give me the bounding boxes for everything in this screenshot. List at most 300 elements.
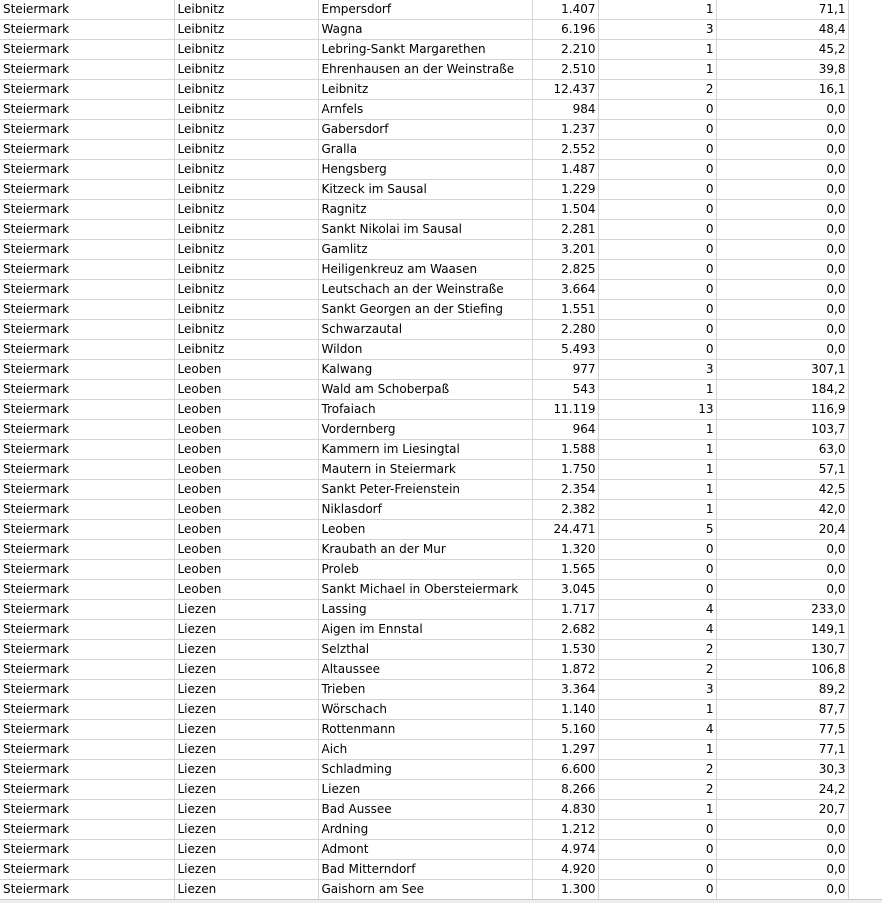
municipality-cell[interactable]: Ardning	[318, 820, 532, 840]
cases-cell[interactable]: 0	[598, 240, 716, 260]
population-cell[interactable]: 1.588	[532, 440, 598, 460]
population-cell[interactable]: 3.364	[532, 680, 598, 700]
municipality-cell[interactable]: Gaishorn am See	[318, 880, 532, 900]
district-cell[interactable]: Leibnitz	[174, 320, 318, 340]
district-cell[interactable]: Leibnitz	[174, 260, 318, 280]
state-cell[interactable]: Steiermark	[0, 720, 174, 740]
state-cell[interactable]: Steiermark	[0, 320, 174, 340]
table-row	[0, 120, 848, 140]
cases-cell[interactable]: 2	[598, 780, 716, 800]
municipality-cell[interactable]: Sankt Georgen an der Stiefing	[318, 300, 532, 320]
state-cell[interactable]: Steiermark	[0, 660, 174, 680]
state-cell[interactable]: Steiermark	[0, 620, 174, 640]
district-cell[interactable]: Leibnitz	[174, 300, 318, 320]
incidence-cell[interactable]: 130,7	[716, 640, 848, 660]
municipality-cell[interactable]: Leutschach an der Weinstraße	[318, 280, 532, 300]
table-row	[0, 180, 848, 200]
population-cell[interactable]: 6.600	[532, 760, 598, 780]
district-cell[interactable]: Liezen	[174, 680, 318, 700]
state-cell[interactable]: Steiermark	[0, 780, 174, 800]
municipality-cell[interactable]: Schwarzautal	[318, 320, 532, 340]
state-cell[interactable]: Steiermark	[0, 420, 174, 440]
incidence-cell[interactable]: 0,0	[716, 320, 848, 340]
municipality-cell[interactable]: Aich	[318, 740, 532, 760]
population-cell[interactable]: 1.140	[532, 700, 598, 720]
municipality-cell[interactable]: Niklasdorf	[318, 500, 532, 520]
table-row	[0, 480, 848, 500]
state-cell[interactable]: Steiermark	[0, 20, 174, 40]
cases-cell[interactable]: 1	[598, 480, 716, 500]
cases-cell[interactable]: 2	[598, 640, 716, 660]
state-cell[interactable]: Steiermark	[0, 400, 174, 420]
population-cell[interactable]: 1.320	[532, 540, 598, 560]
municipality-cell[interactable]: Wagna	[318, 20, 532, 40]
state-cell[interactable]: Steiermark	[0, 520, 174, 540]
cases-cell[interactable]: 1	[598, 440, 716, 460]
population-cell[interactable]: 4.974	[532, 840, 598, 860]
table-row	[0, 140, 848, 160]
table-row	[0, 300, 848, 320]
district-cell[interactable]: Liezen	[174, 880, 318, 900]
incidence-cell[interactable]: 307,1	[716, 360, 848, 380]
incidence-cell[interactable]: 0,0	[716, 340, 848, 360]
incidence-cell[interactable]: 116,9	[716, 400, 848, 420]
table-row	[0, 460, 848, 480]
population-cell[interactable]: 2.825	[532, 260, 598, 280]
state-cell[interactable]: Steiermark	[0, 880, 174, 900]
cases-cell[interactable]: 0	[598, 300, 716, 320]
population-cell[interactable]: 2.210	[532, 40, 598, 60]
district-cell[interactable]: Liezen	[174, 760, 318, 780]
district-cell[interactable]: Leibnitz	[174, 200, 318, 220]
district-cell[interactable]: Liezen	[174, 800, 318, 820]
table-row	[0, 240, 848, 260]
municipality-cell[interactable]: Vordernberg	[318, 420, 532, 440]
incidence-cell[interactable]: 42,0	[716, 500, 848, 520]
district-cell[interactable]: Leoben	[174, 580, 318, 600]
incidence-cell[interactable]: 0,0	[716, 260, 848, 280]
municipality-cell[interactable]: Leibnitz	[318, 80, 532, 100]
incidence-cell[interactable]: 0,0	[716, 120, 848, 140]
population-cell[interactable]: 964	[532, 420, 598, 440]
table-row	[0, 600, 848, 620]
population-cell[interactable]: 4.830	[532, 800, 598, 820]
incidence-cell[interactable]: 20,4	[716, 520, 848, 540]
sheet-bottom-edge	[0, 899, 882, 903]
population-cell[interactable]: 1.504	[532, 200, 598, 220]
state-cell[interactable]: Steiermark	[0, 640, 174, 660]
municipality-cell[interactable]: Lassing	[318, 600, 532, 620]
state-cell[interactable]: Steiermark	[0, 800, 174, 820]
district-cell[interactable]: Leibnitz	[174, 100, 318, 120]
incidence-cell[interactable]: 77,5	[716, 720, 848, 740]
district-cell[interactable]: Leoben	[174, 420, 318, 440]
incidence-cell[interactable]: 0,0	[716, 300, 848, 320]
municipality-cell[interactable]: Lebring-Sankt Margarethen	[318, 40, 532, 60]
district-cell[interactable]: Leibnitz	[174, 220, 318, 240]
population-cell[interactable]: 1.530	[532, 640, 598, 660]
cases-cell[interactable]: 1	[598, 700, 716, 720]
incidence-cell[interactable]: 106,8	[716, 660, 848, 680]
cases-cell[interactable]: 0	[598, 840, 716, 860]
table-row	[0, 700, 848, 720]
district-cell[interactable]: Liezen	[174, 640, 318, 660]
population-cell[interactable]: 2.354	[532, 480, 598, 500]
cases-cell[interactable]: 3	[598, 360, 716, 380]
population-cell[interactable]: 1.300	[532, 880, 598, 900]
table-row	[0, 680, 848, 700]
cases-cell[interactable]: 1	[598, 380, 716, 400]
population-cell[interactable]: 984	[532, 100, 598, 120]
cases-cell[interactable]: 0	[598, 860, 716, 880]
incidence-cell[interactable]: 0,0	[716, 280, 848, 300]
population-cell[interactable]: 3.201	[532, 240, 598, 260]
state-cell[interactable]: Steiermark	[0, 180, 174, 200]
table-row	[0, 560, 848, 580]
municipality-cell[interactable]: Empersdorf	[318, 0, 532, 20]
district-cell[interactable]: Leoben	[174, 560, 318, 580]
district-cell[interactable]: Leoben	[174, 540, 318, 560]
incidence-cell[interactable]: 57,1	[716, 460, 848, 480]
cases-cell[interactable]: 1	[598, 740, 716, 760]
district-cell[interactable]: Leoben	[174, 380, 318, 400]
cases-cell[interactable]: 3	[598, 680, 716, 700]
incidence-cell[interactable]: 0,0	[716, 180, 848, 200]
state-cell[interactable]: Steiermark	[0, 160, 174, 180]
district-cell[interactable]: Leibnitz	[174, 180, 318, 200]
cases-cell[interactable]: 1	[598, 800, 716, 820]
population-cell[interactable]: 12.437	[532, 80, 598, 100]
state-cell[interactable]: Steiermark	[0, 820, 174, 840]
district-cell[interactable]: Liezen	[174, 600, 318, 620]
table-row	[0, 220, 848, 240]
municipality-cell[interactable]: Gabersdorf	[318, 120, 532, 140]
cases-cell[interactable]: 0	[598, 200, 716, 220]
municipality-cell[interactable]: Selzthal	[318, 640, 532, 660]
population-cell[interactable]: 6.196	[532, 20, 598, 40]
table-row	[0, 820, 848, 840]
state-cell[interactable]: Steiermark	[0, 560, 174, 580]
population-cell[interactable]: 11.119	[532, 400, 598, 420]
incidence-cell[interactable]: 0,0	[716, 240, 848, 260]
cases-cell[interactable]: 0	[598, 560, 716, 580]
state-cell[interactable]: Steiermark	[0, 220, 174, 240]
table-row	[0, 720, 848, 740]
state-cell[interactable]: Steiermark	[0, 600, 174, 620]
cases-cell[interactable]: 5	[598, 520, 716, 540]
district-cell[interactable]: Liezen	[174, 660, 318, 680]
incidence-cell[interactable]: 0,0	[716, 540, 848, 560]
cases-cell[interactable]: 1	[598, 60, 716, 80]
district-cell[interactable]: Leibnitz	[174, 60, 318, 80]
incidence-cell[interactable]: 0,0	[716, 820, 848, 840]
municipality-cell[interactable]: Kammern im Liesingtal	[318, 440, 532, 460]
state-cell[interactable]: Steiermark	[0, 200, 174, 220]
incidence-cell[interactable]: 0,0	[716, 860, 848, 880]
population-cell[interactable]: 1.717	[532, 600, 598, 620]
population-cell[interactable]: 24.471	[532, 520, 598, 540]
municipality-cell[interactable]: Proleb	[318, 560, 532, 580]
municipality-cell[interactable]: Kraubath an der Mur	[318, 540, 532, 560]
municipality-cell[interactable]: Ehrenhausen an der Weinstraße	[318, 60, 532, 80]
municipality-cell[interactable]: Ragnitz	[318, 200, 532, 220]
incidence-cell[interactable]: 87,7	[716, 700, 848, 720]
state-cell[interactable]: Steiermark	[0, 120, 174, 140]
incidence-cell[interactable]: 233,0	[716, 600, 848, 620]
municipality-cell[interactable]: Admont	[318, 840, 532, 860]
population-cell[interactable]: 1.565	[532, 560, 598, 580]
incidence-cell[interactable]: 0,0	[716, 220, 848, 240]
table-row	[0, 640, 848, 660]
cases-cell[interactable]: 1	[598, 420, 716, 440]
district-cell[interactable]: Leibnitz	[174, 80, 318, 100]
state-cell[interactable]: Steiermark	[0, 440, 174, 460]
district-cell[interactable]: Leoben	[174, 520, 318, 540]
district-cell[interactable]: Leibnitz	[174, 160, 318, 180]
district-cell[interactable]: Liezen	[174, 620, 318, 640]
municipality-cell[interactable]: Wildon	[318, 340, 532, 360]
cases-cell[interactable]: 1	[598, 500, 716, 520]
incidence-cell[interactable]: 0,0	[716, 560, 848, 580]
cases-cell[interactable]: 0	[598, 120, 716, 140]
municipality-cell[interactable]: Sankt Peter-Freienstein	[318, 480, 532, 500]
municipality-cell[interactable]: Aigen im Ennstal	[318, 620, 532, 640]
municipality-cell[interactable]: Sankt Nikolai im Sausal	[318, 220, 532, 240]
cases-cell[interactable]: 0	[598, 180, 716, 200]
state-cell[interactable]: Steiermark	[0, 80, 174, 100]
state-cell[interactable]: Steiermark	[0, 300, 174, 320]
district-cell[interactable]: Liezen	[174, 700, 318, 720]
population-cell[interactable]: 1.212	[532, 820, 598, 840]
municipality-cell[interactable]: Gamlitz	[318, 240, 532, 260]
population-cell[interactable]: 4.920	[532, 860, 598, 880]
population-cell[interactable]: 543	[532, 380, 598, 400]
population-cell[interactable]: 3.045	[532, 580, 598, 600]
table-row	[0, 160, 848, 180]
municipality-cell[interactable]: Wald am Schoberpaß	[318, 380, 532, 400]
cases-cell[interactable]: 1	[598, 0, 716, 20]
table-row	[0, 620, 848, 640]
incidence-cell[interactable]: 39,8	[716, 60, 848, 80]
state-cell[interactable]: Steiermark	[0, 480, 174, 500]
table-row	[0, 660, 848, 680]
municipality-cell[interactable]: Hengsberg	[318, 160, 532, 180]
cases-cell[interactable]: 0	[598, 580, 716, 600]
cases-cell[interactable]: 1	[598, 40, 716, 60]
municipality-cell[interactable]: Mautern in Steiermark	[318, 460, 532, 480]
state-cell[interactable]: Steiermark	[0, 60, 174, 80]
cases-cell[interactable]: 0	[598, 320, 716, 340]
incidence-cell[interactable]: 184,2	[716, 380, 848, 400]
municipality-cell[interactable]: Schladming	[318, 760, 532, 780]
cases-cell[interactable]: 13	[598, 400, 716, 420]
population-cell[interactable]: 2.552	[532, 140, 598, 160]
state-cell[interactable]: Steiermark	[0, 700, 174, 720]
population-cell[interactable]: 2.280	[532, 320, 598, 340]
population-cell[interactable]: 2.382	[532, 500, 598, 520]
municipality-cell[interactable]: Arnfels	[318, 100, 532, 120]
population-cell[interactable]: 5.160	[532, 720, 598, 740]
cases-cell[interactable]: 4	[598, 620, 716, 640]
district-cell[interactable]: Liezen	[174, 820, 318, 840]
incidence-cell[interactable]: 0,0	[716, 160, 848, 180]
population-cell[interactable]: 1.551	[532, 300, 598, 320]
district-cell[interactable]: Leibnitz	[174, 340, 318, 360]
population-cell[interactable]: 2.281	[532, 220, 598, 240]
district-cell[interactable]: Leoben	[174, 400, 318, 420]
district-cell[interactable]: Leibnitz	[174, 280, 318, 300]
state-cell[interactable]: Steiermark	[0, 680, 174, 700]
cases-cell[interactable]: 4	[598, 720, 716, 740]
cases-cell[interactable]: 0	[598, 880, 716, 900]
incidence-cell[interactable]: 24,2	[716, 780, 848, 800]
table-row	[0, 80, 848, 100]
district-cell[interactable]: Leibnitz	[174, 120, 318, 140]
state-cell[interactable]: Steiermark	[0, 460, 174, 480]
cases-cell[interactable]: 0	[598, 140, 716, 160]
table-row	[0, 880, 848, 900]
municipality-cell[interactable]: Heiligenkreuz am Waasen	[318, 260, 532, 280]
table-row	[0, 800, 848, 820]
district-cell[interactable]: Leibnitz	[174, 240, 318, 260]
cases-cell[interactable]: 0	[598, 340, 716, 360]
population-cell[interactable]: 1.750	[532, 460, 598, 480]
district-cell[interactable]: Leoben	[174, 500, 318, 520]
population-cell[interactable]: 977	[532, 360, 598, 380]
population-cell[interactable]: 1.297	[532, 740, 598, 760]
district-cell[interactable]: Leoben	[174, 360, 318, 380]
municipality-cell[interactable]: Bad Aussee	[318, 800, 532, 820]
municipality-cell[interactable]: Leoben	[318, 520, 532, 540]
state-cell[interactable]: Steiermark	[0, 340, 174, 360]
municipality-cell[interactable]: Wörschach	[318, 700, 532, 720]
table-row	[0, 740, 848, 760]
municipality-cell[interactable]: Liezen	[318, 780, 532, 800]
cases-cell[interactable]: 0	[598, 260, 716, 280]
population-cell[interactable]: 1.237	[532, 120, 598, 140]
district-cell[interactable]: Leoben	[174, 460, 318, 480]
incidence-cell[interactable]: 0,0	[716, 140, 848, 160]
municipality-cell[interactable]: Gralla	[318, 140, 532, 160]
incidence-cell[interactable]: 0,0	[716, 840, 848, 860]
table-row	[0, 540, 848, 560]
district-cell[interactable]: Leibnitz	[174, 140, 318, 160]
state-cell[interactable]: Steiermark	[0, 140, 174, 160]
cases-cell[interactable]: 2	[598, 80, 716, 100]
state-cell[interactable]: Steiermark	[0, 500, 174, 520]
incidence-cell[interactable]: 149,1	[716, 620, 848, 640]
municipality-cell[interactable]: Bad Mitterndorf	[318, 860, 532, 880]
incidence-cell[interactable]: 77,1	[716, 740, 848, 760]
table-row	[0, 860, 848, 880]
population-cell[interactable]: 3.664	[532, 280, 598, 300]
incidence-cell[interactable]: 0,0	[716, 880, 848, 900]
municipality-cell[interactable]: Kalwang	[318, 360, 532, 380]
cases-cell[interactable]: 0	[598, 220, 716, 240]
cases-cell[interactable]: 2	[598, 760, 716, 780]
state-cell[interactable]: Steiermark	[0, 40, 174, 60]
incidence-cell[interactable]: 63,0	[716, 440, 848, 460]
state-cell[interactable]: Steiermark	[0, 0, 174, 20]
cases-cell[interactable]: 0	[598, 540, 716, 560]
municipality-cell[interactable]: Kitzeck im Sausal	[318, 180, 532, 200]
population-cell[interactable]: 1.229	[532, 180, 598, 200]
municipality-cell[interactable]: Rottenmann	[318, 720, 532, 740]
state-cell[interactable]: Steiermark	[0, 240, 174, 260]
population-cell[interactable]: 8.266	[532, 780, 598, 800]
district-cell[interactable]: Leibnitz	[174, 0, 318, 20]
incidence-cell[interactable]: 71,1	[716, 0, 848, 20]
population-cell[interactable]: 5.493	[532, 340, 598, 360]
district-cell[interactable]: Liezen	[174, 860, 318, 880]
table-row	[0, 200, 848, 220]
state-cell[interactable]: Steiermark	[0, 100, 174, 120]
table-row	[0, 420, 848, 440]
district-cell[interactable]: Leibnitz	[174, 40, 318, 60]
state-cell[interactable]: Steiermark	[0, 840, 174, 860]
district-cell[interactable]: Liezen	[174, 740, 318, 760]
state-cell[interactable]: Steiermark	[0, 280, 174, 300]
incidence-cell[interactable]: 0,0	[716, 200, 848, 220]
state-cell[interactable]: Steiermark	[0, 580, 174, 600]
municipality-cell[interactable]: Sankt Michael in Obersteiermark	[318, 580, 532, 600]
incidence-cell[interactable]: 16,1	[716, 80, 848, 100]
state-cell[interactable]: Steiermark	[0, 760, 174, 780]
incidence-cell[interactable]: 30,3	[716, 760, 848, 780]
population-cell[interactable]: 1.872	[532, 660, 598, 680]
incidence-cell[interactable]: 0,0	[716, 580, 848, 600]
incidence-cell[interactable]: 48,4	[716, 20, 848, 40]
state-cell[interactable]: Steiermark	[0, 360, 174, 380]
cases-cell[interactable]: 0	[598, 280, 716, 300]
cases-cell[interactable]: 0	[598, 820, 716, 840]
cases-cell[interactable]: 1	[598, 460, 716, 480]
state-cell[interactable]: Steiermark	[0, 260, 174, 280]
population-cell[interactable]: 2.510	[532, 60, 598, 80]
district-cell[interactable]: Liezen	[174, 780, 318, 800]
district-cell[interactable]: Leoben	[174, 440, 318, 460]
district-cell[interactable]: Liezen	[174, 720, 318, 740]
cases-cell[interactable]: 2	[598, 660, 716, 680]
district-cell[interactable]: Liezen	[174, 840, 318, 860]
table-row	[0, 280, 848, 300]
cases-cell[interactable]: 0	[598, 100, 716, 120]
incidence-cell[interactable]: 89,2	[716, 680, 848, 700]
cases-cell[interactable]: 3	[598, 20, 716, 40]
municipality-cell[interactable]: Trieben	[318, 680, 532, 700]
incidence-cell[interactable]: 0,0	[716, 100, 848, 120]
population-cell[interactable]: 1.487	[532, 160, 598, 180]
state-cell[interactable]: Steiermark	[0, 540, 174, 560]
district-cell[interactable]: Leibnitz	[174, 20, 318, 40]
population-cell[interactable]: 1.407	[532, 0, 598, 20]
table-row	[0, 0, 848, 20]
municipality-cell[interactable]: Altaussee	[318, 660, 532, 680]
state-cell[interactable]: Steiermark	[0, 860, 174, 880]
municipality-cell[interactable]: Trofaiach	[318, 400, 532, 420]
state-cell[interactable]: Steiermark	[0, 380, 174, 400]
population-cell[interactable]: 2.682	[532, 620, 598, 640]
table-row	[0, 340, 848, 360]
incidence-cell[interactable]: 103,7	[716, 420, 848, 440]
incidence-cell[interactable]: 42,5	[716, 480, 848, 500]
state-cell[interactable]: Steiermark	[0, 740, 174, 760]
cases-cell[interactable]: 4	[598, 600, 716, 620]
cases-cell[interactable]: 0	[598, 160, 716, 180]
incidence-cell[interactable]: 20,7	[716, 800, 848, 820]
district-cell[interactable]: Leoben	[174, 480, 318, 500]
incidence-cell[interactable]: 45,2	[716, 40, 848, 60]
